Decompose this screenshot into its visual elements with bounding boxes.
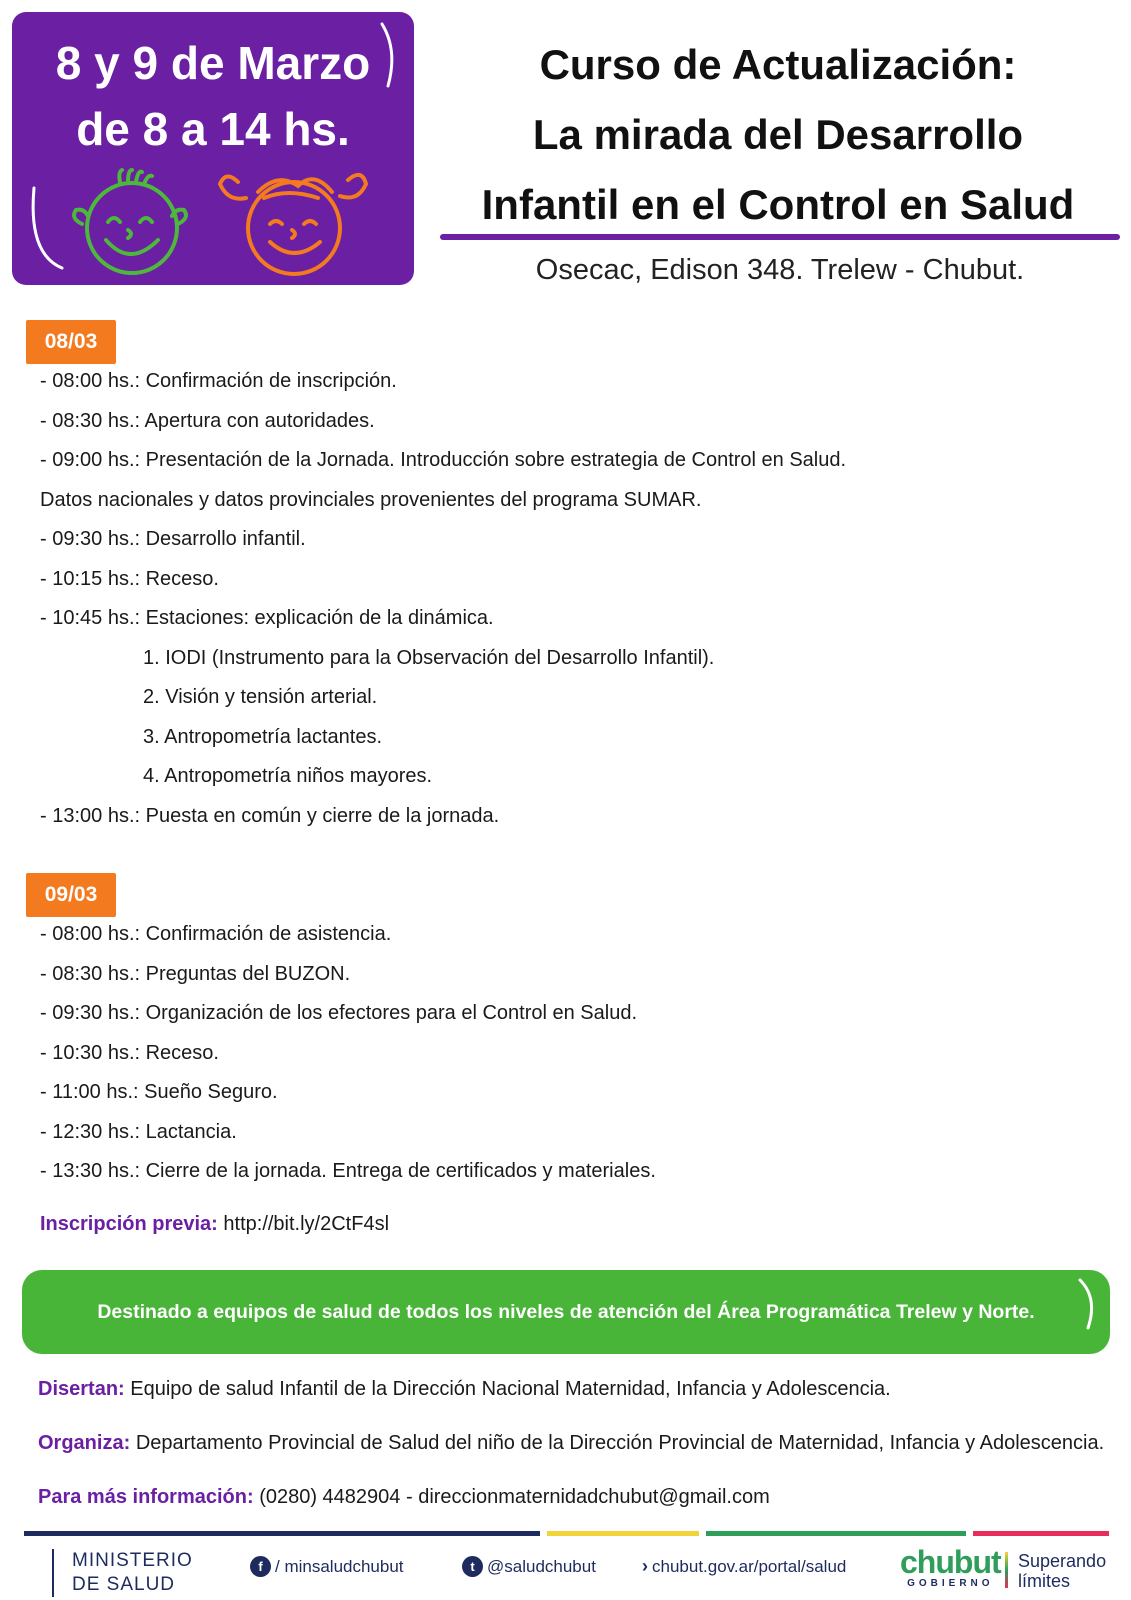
- schedule-item: - 09:00 hs.: Presentación de la Jornada. Introducción sobre estrategia de Control en Salud.: [40, 449, 847, 471]
- schedule-day-2: [40, 915, 1100, 1192]
- day-tag-2: 09/03: [26, 873, 116, 917]
- date-box: [12, 12, 414, 285]
- schedule-item: - 10:45 hs.: Estaciones: explicación de la dinámica.: [40, 607, 494, 629]
- slogan: [1018, 1551, 1106, 1591]
- twitter-link[interactable]: [462, 1556, 596, 1577]
- footer-bar-red: [973, 1531, 1109, 1536]
- venue: Osecac, Edison 348. Trelew - Chubut.: [535, 254, 1025, 286]
- registration-label: Inscripción previa:: [40, 1213, 218, 1235]
- station-item: 1. IODI (Instrumento para la Observación del Desarrollo Infantil).: [143, 646, 715, 669]
- date-line-2: de 8 a 14 hs.: [76, 103, 350, 155]
- title-line-2: La mirada del Desarrollo: [532, 111, 1024, 158]
- decorative-arc-icon: [28, 184, 68, 274]
- ministry-logo: [52, 1549, 193, 1597]
- schedule-item: - 13:30 hs.: Cierre de la jornada. Entrega de certificados y materiales.: [40, 1160, 656, 1182]
- chevron-right-icon: ›: [642, 1556, 648, 1576]
- brand-sub: GOBIERNO: [907, 1578, 994, 1589]
- day-tag-1: 08/03: [26, 320, 116, 364]
- twitter-icon: t: [462, 1556, 483, 1577]
- schedule-item: - 08:00 hs.: Confirmación de asistencia.: [40, 923, 392, 945]
- facebook-link[interactable]: [250, 1556, 404, 1577]
- schedule-item: - 13:00 hs.: Puesta en común y cierre de la jornada.: [40, 804, 500, 827]
- schedule-item: - 10:15 hs.: Receso.: [40, 567, 219, 590]
- logo-divider: [1005, 1552, 1008, 1588]
- schedule-item: - 08:00 hs.: Confirmación de inscripción.: [40, 370, 397, 392]
- organizer-label: Organiza:: [38, 1432, 131, 1454]
- brand-name: chubut: [900, 1544, 1001, 1580]
- ministry-line-2: DE SALUD: [72, 1574, 176, 1595]
- slogan-line-2: límites: [1018, 1571, 1071, 1591]
- title-divider: [440, 234, 1120, 240]
- station-item: 2. Visión y tensión arterial.: [143, 686, 378, 708]
- schedule-item: - 08:30 hs.: Apertura con autoridades.: [40, 409, 375, 432]
- web-link[interactable]: [642, 1556, 846, 1577]
- speakers-line: [38, 1378, 891, 1401]
- decorative-arc-icon: [1076, 1276, 1100, 1332]
- station-item: 3. Antropometría lactantes.: [143, 725, 383, 748]
- schedule-item: - 09:30 hs.: Organización de los efectores para el Control en Salud.: [40, 1002, 638, 1024]
- organizer-line: [38, 1432, 1104, 1455]
- schedule-item: - 10:30 hs.: Receso.: [40, 1041, 219, 1064]
- title-line-3: Infantil en el Control en Salud: [481, 181, 1075, 228]
- schedule-item: - 09:30 hs.: Desarrollo infantil.: [40, 528, 306, 550]
- footer-bar-yellow: [547, 1531, 699, 1536]
- schedule-item: Datos nacionales y datos provinciales provenientes del programa SUMAR.: [40, 488, 702, 511]
- schedule-item: - 11:00 hs.: Sueño Seguro.: [40, 1081, 278, 1103]
- schedule-item: - 12:30 hs.: Lactancia.: [40, 1120, 237, 1143]
- decorative-arc-icon: [378, 20, 402, 90]
- twitter-handle: @saludchubut: [487, 1556, 596, 1576]
- speakers-label: Disertan:: [38, 1378, 125, 1400]
- contact-text[interactable]: (0280) 4482904 - direccionmaternidadchubut@gmail.com: [259, 1486, 770, 1508]
- footer-bar-green: [706, 1531, 966, 1536]
- facebook-icon: f: [250, 1556, 271, 1577]
- audience-text: Destinado a equipos de salud de todos los niveles de atención del Área Programática Trelew y Norte.: [97, 1300, 1035, 1323]
- schedule-day-1: [40, 362, 1100, 836]
- contact-label: Para más información:: [38, 1486, 254, 1508]
- schedule-item: - 08:30 hs.: Preguntas del BUZON.: [40, 962, 351, 985]
- footer-bar-navy: [24, 1531, 540, 1536]
- facebook-handle: / minsaludchubut: [275, 1556, 404, 1576]
- ministry-line-1: MINISTERIO: [72, 1550, 193, 1571]
- course-title: [438, 30, 1118, 240]
- audience-banner: [22, 1270, 1110, 1354]
- contact-line: [38, 1486, 770, 1509]
- speakers-text: Equipo de salud Infantil de la Dirección Nacional Maternidad, Infancia y Adolescencia.: [130, 1378, 891, 1400]
- date-line-1: 8 y 9 de Marzo: [55, 37, 371, 89]
- registration-link[interactable]: http://bit.ly/2CtF4sl: [223, 1213, 390, 1235]
- station-item: 4. Antropometría niños mayores.: [143, 765, 433, 787]
- slogan-line-1: Superando: [1018, 1551, 1107, 1571]
- boy-face-icon: [68, 168, 198, 278]
- chubut-logo: [900, 1546, 1001, 1589]
- registration: [40, 1213, 389, 1236]
- title-line-1: Curso de Actualización:: [539, 41, 1017, 88]
- organizer-text: Departamento Provincial de Salud del niño de la Dirección Provincial de Maternidad, Infancia y Adolescencia.: [135, 1432, 1105, 1454]
- girl-face-icon: [218, 162, 368, 282]
- web-url: chubut.gov.ar/portal/salud: [652, 1556, 847, 1576]
